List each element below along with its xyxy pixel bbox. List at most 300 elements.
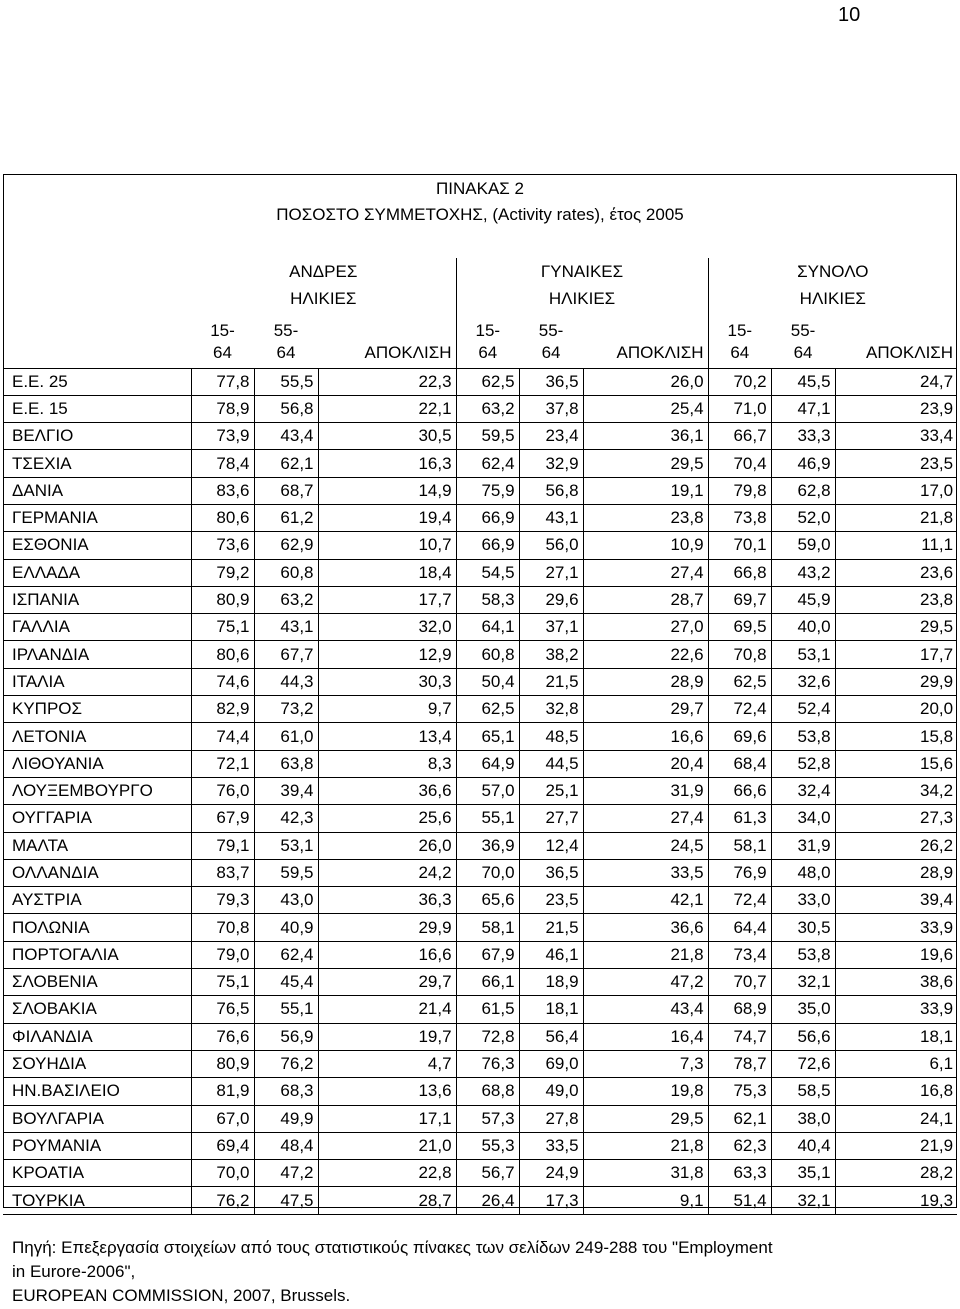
value-cell: 53,1 [254,832,318,859]
value-cell: 79,1 [191,832,254,859]
page-number: 10 [838,4,861,26]
value-cell: 21,5 [519,914,583,941]
group-header-total: ΣΥΝΟΛΟ [708,258,957,285]
value-cell: 19,8 [583,1078,708,1105]
table-row [3,1078,957,1105]
value-cell: 62,4 [456,450,519,477]
value-cell: 26,4 [456,1187,519,1214]
col-header-15-64 [191,312,254,368]
country-cell: ΒΕΛΓΙΟ [3,423,191,450]
source-line-1: Πηγή: Επεξεργασία στοιχείων από τους στατιστικούς πίνακες των σελίδων 249-288 του "Employment [12,1238,773,1257]
country-cell: ΛΕΤΟΝΙΑ [3,723,191,750]
value-cell: 14,9 [318,477,456,504]
value-cell: 26,0 [583,368,708,395]
value-cell: 17,7 [835,641,957,668]
value-cell: 28,2 [835,1160,957,1187]
value-cell: 29,9 [318,914,456,941]
value-cell: 27,4 [583,805,708,832]
value-cell: 22,3 [318,368,456,395]
value-cell: 68,3 [254,1078,318,1105]
value-cell: 40,4 [771,1132,835,1159]
value-cell: 73,4 [708,941,771,968]
country-cell: ΚΥΠΡΟΣ [3,696,191,723]
value-cell: 70,4 [708,450,771,477]
value-cell: 53,1 [771,641,835,668]
value-cell: 70,8 [191,914,254,941]
value-cell: 72,8 [456,1023,519,1050]
source-note [12,1236,952,1308]
value-cell: 80,6 [191,641,254,668]
country-cell: ΦΙΛΑΝΔΙΑ [3,1023,191,1050]
country-cell: ΡΟΥΜΑΝΙΑ [3,1132,191,1159]
value-cell: 76,3 [456,1050,519,1077]
value-cell: 12,9 [318,641,456,668]
value-cell: 70,2 [708,368,771,395]
value-cell: 24,7 [835,368,957,395]
country-cell: ΣΟΥΗΔΙΑ [3,1050,191,1077]
value-cell: 72,1 [191,750,254,777]
value-cell: 25,6 [318,805,456,832]
value-cell: 73,8 [708,504,771,531]
value-cell: 24,5 [583,832,708,859]
value-cell: 53,8 [771,941,835,968]
value-cell: 29,7 [583,696,708,723]
value-cell: 63,8 [254,750,318,777]
col-header-line: ΑΠΟΚΛΙΣΗ [866,342,954,362]
table-row [3,914,957,941]
value-cell: 49,9 [254,1105,318,1132]
value-cell: 75,3 [708,1078,771,1105]
country-cell: ΣΛΟΒΕΝΙΑ [3,969,191,996]
value-cell: 16,6 [583,723,708,750]
value-cell: 21,9 [835,1132,957,1159]
value-cell: 32,0 [318,614,456,641]
value-cell: 27,3 [835,805,957,832]
value-cell: 63,2 [254,586,318,613]
value-cell: 66,9 [456,532,519,559]
value-cell: 33,5 [519,1132,583,1159]
value-cell: 21,8 [583,941,708,968]
col-header-line: ΑΠΟΚΛΙΣΗ [616,342,704,362]
table-row [3,450,957,477]
value-cell: 78,9 [191,395,254,422]
value-cell: 76,2 [254,1050,318,1077]
value-cell: 67,7 [254,641,318,668]
value-cell: 57,3 [456,1105,519,1132]
value-cell: 71,0 [708,395,771,422]
value-cell: 34,0 [771,805,835,832]
value-cell: 80,9 [191,1050,254,1077]
value-cell: 11,1 [835,532,957,559]
value-cell: 30,3 [318,668,456,695]
value-cell: 45,5 [771,368,835,395]
value-cell: 23,9 [835,395,957,422]
value-cell: 27,7 [519,805,583,832]
value-cell: 13,6 [318,1078,456,1105]
country-cell: ΚΡΟΑΤΙΑ [3,1160,191,1187]
country-cell: ΔΑΝΙΑ [3,477,191,504]
country-cell: ΟΛΛΑΝΔΙΑ [3,859,191,886]
value-cell: 27,1 [519,559,583,586]
activity-rates-table [3,258,957,1215]
table-row [3,723,957,750]
col-header-deviation [583,312,708,368]
value-cell: 36,1 [583,423,708,450]
value-cell: 76,0 [191,777,254,804]
value-cell: 43,0 [254,887,318,914]
value-cell: 19,3 [835,1187,957,1214]
value-cell: 47,1 [771,395,835,422]
value-cell: 17,3 [519,1187,583,1214]
value-cell: 33,5 [583,859,708,886]
value-cell: 22,6 [583,641,708,668]
value-cell: 70,8 [708,641,771,668]
value-cell: 55,5 [254,368,318,395]
value-cell: 23,6 [835,559,957,586]
value-cell: 31,9 [583,777,708,804]
value-cell: 62,5 [708,668,771,695]
value-cell: 29,5 [583,1105,708,1132]
value-cell: 32,8 [519,696,583,723]
table-row [3,1132,957,1159]
value-cell: 33,4 [835,423,957,450]
col-header-line: 15- [475,320,501,340]
value-cell: 27,0 [583,614,708,641]
value-cell: 44,3 [254,668,318,695]
title-line-2: ΠΟΣΟΣΤΟ ΣΥΜΜΕΤΟΧΗΣ, (Activity rates), έτος 2005 [276,205,684,224]
table-row [3,696,957,723]
value-cell: 48,4 [254,1132,318,1159]
value-cell: 55,1 [456,805,519,832]
value-cell: 21,8 [583,1132,708,1159]
value-cell: 58,1 [708,832,771,859]
value-cell: 65,6 [456,887,519,914]
value-cell: 20,4 [583,750,708,777]
value-cell: 19,1 [583,477,708,504]
table-row [3,805,957,832]
country-cell: Ε.Ε. 25 [3,368,191,395]
value-cell: 27,8 [519,1105,583,1132]
value-cell: 66,7 [708,423,771,450]
value-cell: 69,0 [519,1050,583,1077]
value-cell: 49,0 [519,1078,583,1105]
value-cell: 62,8 [771,477,835,504]
value-cell: 29,9 [835,668,957,695]
value-cell: 48,5 [519,723,583,750]
value-cell: 15,8 [835,723,957,750]
value-cell: 75,1 [191,969,254,996]
col-header-deviation [318,312,456,368]
subcolumn-header-row [3,312,957,368]
value-cell: 61,2 [254,504,318,531]
value-cell: 38,2 [519,641,583,668]
value-cell: 83,7 [191,859,254,886]
table-row [3,1023,957,1050]
value-cell: 56,7 [456,1160,519,1187]
country-cell: ΓΑΛΛΙΑ [3,614,191,641]
title-line-1: ΠΙΝΑΚΑΣ 2 [436,179,524,198]
value-cell: 21,8 [835,504,957,531]
value-cell: 78,7 [708,1050,771,1077]
value-cell: 69,7 [708,586,771,613]
value-cell: 50,4 [456,668,519,695]
value-cell: 43,1 [519,504,583,531]
source-line-3: EUROPEAN COMMISSION, 2007, Brussels. [12,1286,351,1305]
value-cell: 63,3 [708,1160,771,1187]
value-cell: 56,9 [254,1023,318,1050]
value-cell: 62,4 [254,941,318,968]
value-cell: 32,9 [519,450,583,477]
value-cell: 28,7 [583,586,708,613]
value-cell: 37,1 [519,614,583,641]
value-cell: 39,4 [835,887,957,914]
value-cell: 36,3 [318,887,456,914]
table-row [3,1105,957,1132]
table-row [3,668,957,695]
table-row [3,395,957,422]
value-cell: 79,3 [191,887,254,914]
value-cell: 60,8 [456,641,519,668]
col-header-line: 64 [478,342,498,362]
value-cell: 72,4 [708,887,771,914]
value-cell: 59,5 [456,423,519,450]
value-cell: 67,9 [191,805,254,832]
value-cell: 43,4 [583,996,708,1023]
value-cell: 68,4 [708,750,771,777]
age-label-total: ΗΛΙΚΙΕΣ [708,285,957,312]
table-title [0,176,960,228]
table-row [3,996,957,1023]
value-cell: 29,5 [835,614,957,641]
value-cell: 72,6 [771,1050,835,1077]
table-row [3,941,957,968]
value-cell: 62,5 [456,368,519,395]
value-cell: 53,8 [771,723,835,750]
value-cell: 26,2 [835,832,957,859]
value-cell: 25,4 [583,395,708,422]
value-cell: 40,0 [771,614,835,641]
value-cell: 63,2 [456,395,519,422]
table-row [3,969,957,996]
value-cell: 73,9 [191,423,254,450]
col-header-line: 64 [213,342,232,362]
table-row [3,1160,957,1187]
country-cell: ΤΣΕΧΙΑ [3,450,191,477]
value-cell: 58,3 [456,586,519,613]
value-cell: 66,1 [456,969,519,996]
value-cell: 28,9 [583,668,708,695]
value-cell: 16,8 [835,1078,957,1105]
value-cell: 16,3 [318,450,456,477]
value-cell: 66,6 [708,777,771,804]
value-cell: 36,6 [583,914,708,941]
value-cell: 56,6 [771,1023,835,1050]
value-cell: 23,4 [519,423,583,450]
value-cell: 51,4 [708,1187,771,1214]
value-cell: 17,7 [318,586,456,613]
value-cell: 17,1 [318,1105,456,1132]
col-header-line: 64 [276,342,296,362]
value-cell: 70,0 [456,859,519,886]
age-label-men: ΗΛΙΚΙΕΣ [290,288,357,308]
table-row [3,1187,957,1214]
value-cell: 16,6 [318,941,456,968]
value-cell: 32,1 [771,1187,835,1214]
value-cell: 58,5 [771,1078,835,1105]
value-cell: 69,4 [191,1132,254,1159]
value-cell: 48,0 [771,859,835,886]
col-header-line: 55- [273,320,299,340]
group-header-women: ΓΥΝΑΙΚΕΣ [456,258,708,285]
value-cell: 42,1 [583,887,708,914]
value-cell: 59,5 [254,859,318,886]
value-cell: 66,8 [708,559,771,586]
table-row [3,532,957,559]
value-cell: 46,1 [519,941,583,968]
value-cell: 36,6 [318,777,456,804]
value-cell: 47,2 [583,969,708,996]
country-cell: ΒΟΥΛΓΑΡΙΑ [3,1105,191,1132]
country-cell: ΟΥΓΓΑΡΙΑ [3,805,191,832]
value-cell: 23,8 [835,586,957,613]
value-cell: 55,3 [456,1132,519,1159]
value-cell: 61,5 [456,996,519,1023]
country-cell: ΕΛΛΑΔΑ [3,559,191,586]
value-cell: 18,1 [519,996,583,1023]
value-cell: 52,0 [771,504,835,531]
country-cell: ΠΟΡΤΟΓΑΛΙΑ [3,941,191,968]
value-cell: 27,4 [583,559,708,586]
group-header-men: ΑΝΔΡΕΣ [289,261,358,281]
value-cell: 21,0 [318,1132,456,1159]
value-cell: 47,5 [254,1187,318,1214]
value-cell: 21,5 [519,668,583,695]
col-header-line: 15- [210,320,235,340]
value-cell: 33,9 [835,996,957,1023]
value-cell: 65,1 [456,723,519,750]
value-cell: 67,0 [191,1105,254,1132]
value-cell: 36,5 [519,368,583,395]
value-cell: 75,1 [191,614,254,641]
value-cell: 62,9 [254,532,318,559]
col-header-line: 64 [541,342,561,362]
country-cell: ΜΑΛΤΑ [3,832,191,859]
value-cell: 72,4 [708,696,771,723]
value-cell: 38,6 [835,969,957,996]
value-cell: 24,9 [519,1160,583,1187]
country-cell: ΙΡΛΑΝΔΙΑ [3,641,191,668]
value-cell: 70,1 [708,532,771,559]
value-cell: 56,0 [519,532,583,559]
col-header-55-64 [519,312,583,368]
value-cell: 19,6 [835,941,957,968]
value-cell: 33,3 [771,423,835,450]
value-cell: 69,6 [708,723,771,750]
value-cell: 10,7 [318,532,456,559]
value-cell: 36,9 [456,832,519,859]
col-header-15-64 [708,312,771,368]
col-header-line: 55- [790,320,816,340]
source-line-2: in Eurore-2006", [12,1262,136,1281]
value-cell: 19,7 [318,1023,456,1050]
value-cell: 17,0 [835,477,957,504]
value-cell: 23,8 [583,504,708,531]
value-cell: 76,6 [191,1023,254,1050]
table-row [3,887,957,914]
age-label-women: ΗΛΙΚΙΕΣ [456,285,708,312]
col-header-55-64 [254,312,318,368]
value-cell: 76,2 [191,1187,254,1214]
value-cell: 4,7 [318,1050,456,1077]
country-cell: ΙΤΑΛΙΑ [3,668,191,695]
value-cell: 62,1 [708,1105,771,1132]
value-cell: 76,9 [708,859,771,886]
value-cell: 12,4 [519,832,583,859]
value-cell: 70,7 [708,969,771,996]
value-cell: 81,9 [191,1078,254,1105]
value-cell: 18,9 [519,969,583,996]
value-cell: 22,8 [318,1160,456,1187]
value-cell: 19,4 [318,504,456,531]
value-cell: 35,1 [771,1160,835,1187]
country-cell: ΤΟΥΡΚΙΑ [3,1187,191,1214]
value-cell: 60,8 [254,559,318,586]
value-cell: 29,5 [583,450,708,477]
col-header-line: ΑΠΟΚΛΙΣΗ [364,342,452,362]
value-cell: 68,8 [456,1078,519,1105]
value-cell: 74,4 [191,723,254,750]
value-cell: 30,5 [771,914,835,941]
value-cell: 47,2 [254,1160,318,1187]
country-cell: ΛΙΘΟΥΑΝΙΑ [3,750,191,777]
table-row [3,750,957,777]
value-cell: 20,0 [835,696,957,723]
value-cell: 68,7 [254,477,318,504]
value-cell: 29,6 [519,586,583,613]
value-cell: 83,6 [191,477,254,504]
value-cell: 22,1 [318,395,456,422]
value-cell: 56,8 [519,477,583,504]
table-row [3,1050,957,1077]
value-cell: 33,0 [771,887,835,914]
value-cell: 45,4 [254,969,318,996]
country-cell: ΕΣΘΟΝΙΑ [3,532,191,559]
value-cell: 75,9 [456,477,519,504]
value-cell: 39,4 [254,777,318,804]
value-cell: 34,2 [835,777,957,804]
table-row [3,559,957,586]
value-cell: 43,4 [254,423,318,450]
value-cell: 56,8 [254,395,318,422]
value-cell: 24,2 [318,859,456,886]
value-cell: 32,1 [771,969,835,996]
table-row [3,641,957,668]
value-cell: 64,4 [708,914,771,941]
value-cell: 33,9 [835,914,957,941]
country-cell: ΛΟΥΞΕΜΒΟΥΡΓΟ [3,777,191,804]
value-cell: 67,9 [456,941,519,968]
value-cell: 52,8 [771,750,835,777]
value-cell: 24,1 [835,1105,957,1132]
value-cell: 73,6 [191,532,254,559]
country-cell: ΓΕΡΜΑΝΙΑ [3,504,191,531]
value-cell: 79,2 [191,559,254,586]
value-cell: 74,6 [191,668,254,695]
value-cell: 82,9 [191,696,254,723]
value-cell: 37,8 [519,395,583,422]
col-header-line: 55- [538,320,564,340]
value-cell: 30,5 [318,423,456,450]
